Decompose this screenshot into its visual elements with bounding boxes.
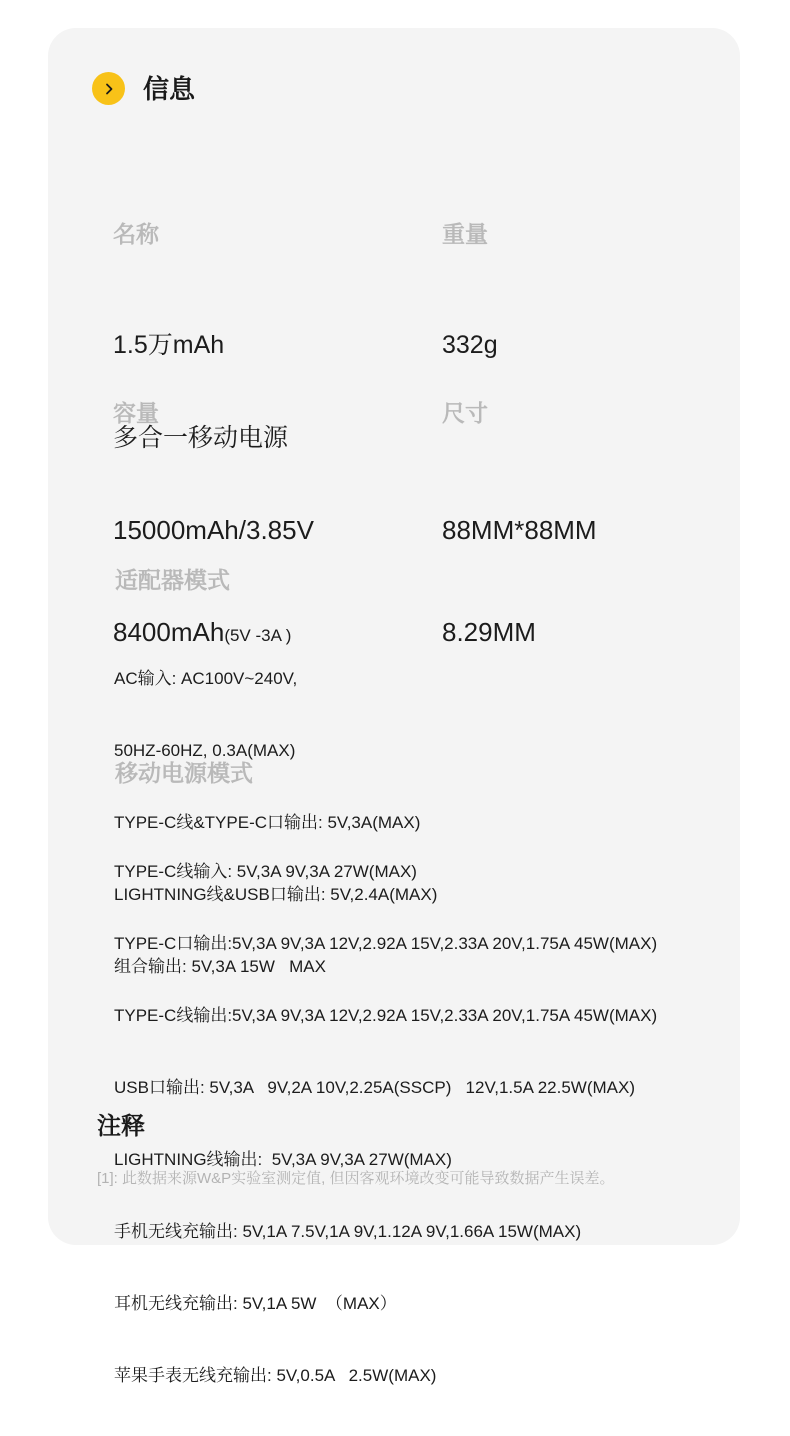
notes-title: 注释 (97, 1113, 145, 1140)
capacity-label: 容量 (113, 400, 159, 426)
size-value (442, 445, 597, 717)
list-item: USB口输出: 5V,3A 9V,2A 10V,2.25A(SSCP) 12V,1.5A 22.5W(MAX) (114, 1078, 635, 1097)
name-value-line: 多合一移动电源 (113, 424, 289, 452)
powerbank-mode-title: 移动电源模式 (115, 760, 253, 786)
name-value-line: 1.5万mAh (113, 331, 225, 359)
list-item: 苹果手表无线充输出: 5V,0.5A 2.5W(MAX) (114, 1366, 437, 1385)
powerbank-mode-list (114, 812, 657, 1436)
list-item: LIGHTNING线输出: 5V,3A 9V,3A 27W(MAX) (114, 1150, 452, 1169)
list-item: TYPE-C线&TYPE-C口输出: 5V,3A(MAX) (114, 813, 421, 832)
capacity-value-line: 15000mAh/3.85V (113, 515, 314, 545)
name-label: 名称 (113, 221, 159, 247)
size-label: 尺寸 (442, 400, 488, 426)
list-item: 手机无线充输出: 5V,1A 7.5V,1A 9V,1.12A 9V,1.66A 15W(MAX) (114, 1222, 582, 1241)
section-title: 信息 (143, 74, 196, 104)
info-card (48, 28, 740, 1385)
list-item: TYPE-C口输出:5V,3A 9V,3A 12V,2.92A 15V,2.33A 20V,1.75A 45W(MAX) (114, 934, 658, 953)
list-item: 组合输出: 5V,3A 15W MAX (114, 957, 326, 976)
list-item: 耳机无线充输出: 5V,1A 5W （MAX） (114, 1294, 397, 1313)
capacity-value-note: (5V -3A ) (224, 626, 292, 645)
list-item: AC输入: AC100V~240V, (114, 669, 298, 688)
weight-label: 重量 (442, 221, 488, 247)
list-item: LIGHTNING线&USB口输出: 5V,2.4A(MAX) (114, 885, 438, 904)
size-value-line: 8.29MM (442, 617, 536, 647)
size-value-line: 88MM*88MM (442, 515, 597, 545)
list-item: TYPE-C线输出:5V,3A 9V,3A 12V,2.92A 15V,2.33A 20V,1.75A 45W(MAX) (114, 1006, 658, 1025)
footnote-text: [1]: 此数据来源W&P实验室测定值, 但因客观环境改变可能导致数据产生误差。 (97, 1170, 615, 1187)
capacity-value-main: 8400mAh (113, 617, 225, 647)
chevron-right-icon (102, 82, 116, 96)
section-marker (92, 72, 125, 105)
weight-value-line: 332g (442, 331, 498, 359)
list-item: 50HZ-60HZ, 0.3A(MAX) (114, 741, 296, 760)
list-item: TYPE-C线输入: 5V,3A 9V,3A 27W(MAX) (114, 862, 417, 881)
adapter-mode-title: 适配器模式 (115, 567, 230, 593)
